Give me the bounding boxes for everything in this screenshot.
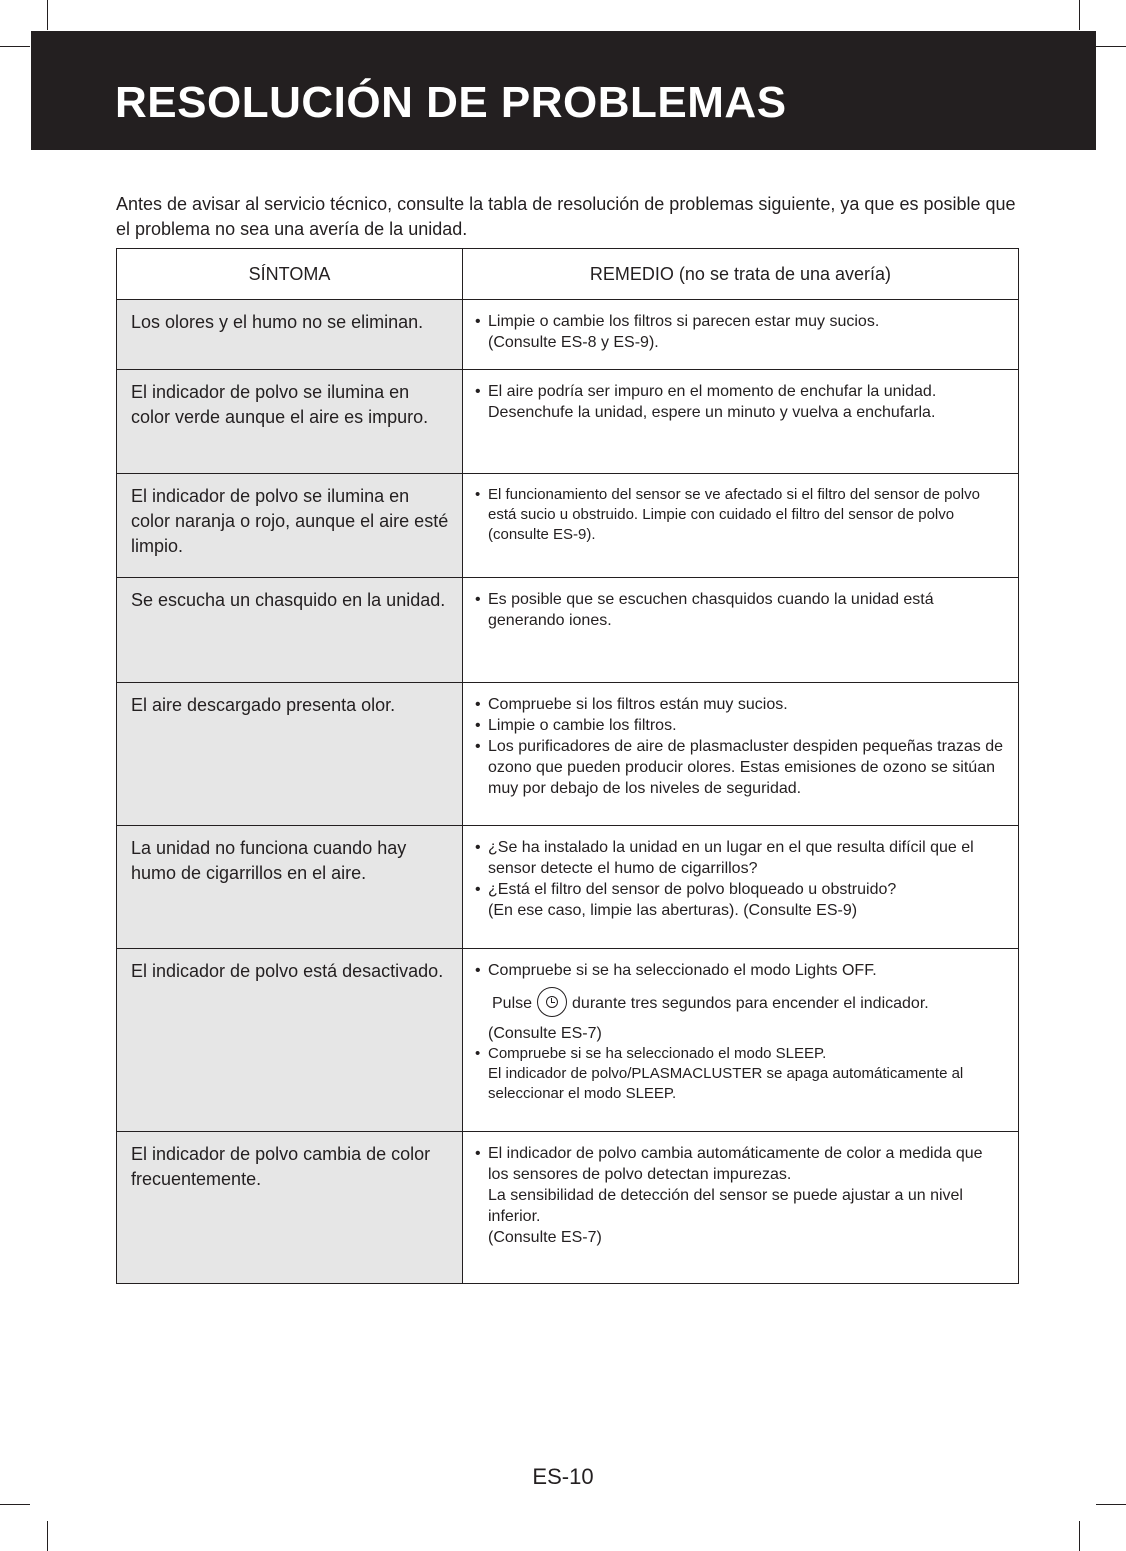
remedy-bullet: • El aire podría ser impuro en el momento de enchufar la unidad. — [475, 381, 1006, 402]
clock-button-icon — [537, 987, 567, 1017]
column-header-symptom: SÍNTOMA — [117, 249, 463, 300]
symptom-cell: El indicador de polvo está desactivado. — [117, 949, 463, 1132]
troubleshooting-table — [116, 248, 1019, 1284]
table-row — [117, 300, 1019, 370]
table-row — [117, 683, 1019, 826]
page-number: ES-10 — [532, 1464, 594, 1489]
remedy-line: (Consulte ES-7) — [488, 1229, 602, 1246]
table-row — [117, 1132, 1019, 1284]
crop-mark — [47, 0, 48, 30]
symptom-cell: El indicador de polvo se ilumina en color naranja o rojo, aunque el aire esté limpio. — [117, 474, 463, 578]
symptom-cell: Los olores y el humo no se eliminan. — [117, 300, 463, 370]
remedy-cell — [463, 949, 1019, 1132]
crop-mark — [1096, 1504, 1126, 1505]
remedy-line — [475, 989, 1006, 1019]
remedy-bullet: • Compruebe si se ha seleccionado el modo Lights OFF. — [475, 960, 1006, 981]
remedy-bullet: • ¿Está el filtro del sensor de polvo bloqueado u obstruido? — [475, 879, 1006, 900]
remedy-bullet: • Limpie o cambie los filtros. — [475, 715, 1006, 736]
symptom-cell: El indicador de polvo cambia de color frecuentemente. — [117, 1132, 463, 1284]
pulse-text: Pulse — [492, 995, 533, 1013]
crop-mark — [1079, 1521, 1080, 1551]
remedy-line: (Consulte ES-8 y ES-9). — [488, 334, 659, 351]
pulse-text-after: durante tres segundos para encender el indicador. — [572, 995, 929, 1013]
intro-text: Antes de avisar al servicio técnico, consulte la tabla de resolución de problemas siguiente, ya que es posible que el problema no sea una avería de la unidad. — [116, 194, 1016, 239]
remedy-cell — [463, 300, 1019, 370]
table-row — [117, 370, 1019, 474]
table-row — [117, 826, 1019, 949]
remedy-bullet: • Compruebe si se ha seleccionado el modo SLEEP. — [475, 1044, 1006, 1064]
remedy-line: (Consulte ES-7) — [488, 1025, 602, 1043]
remedy-bullet: • El indicador de polvo cambia automáticamente de color a medida que los sensores de polvo detectan impurezas. — [475, 1143, 1006, 1185]
crop-mark — [1079, 0, 1080, 30]
symptom-cell: Se escucha un chasquido en la unidad. — [117, 578, 463, 683]
crop-mark — [0, 1504, 30, 1505]
remedy-cell — [463, 370, 1019, 474]
crop-mark — [47, 1521, 48, 1551]
remedy-line: (En ese caso, limpie las aberturas). (Consulte ES-9) — [488, 902, 858, 919]
page-title: RESOLUCIÓN DE PROBLEMAS — [115, 78, 787, 127]
remedy-bullet: • Los purificadores de aire de plasmacluster despiden pequeñas trazas de ozono que pueden producir olores. Estas emisiones de ozono se sitúan muy por debajo de los niveles de seguridad. — [475, 736, 1006, 799]
remedy-cell — [463, 683, 1019, 826]
remedy-line: Desenchufe la unidad, espere un minuto y vuelva a enchufarla. — [488, 404, 936, 421]
table-row — [117, 949, 1019, 1132]
symptom-cell: El aire descargado presenta olor. — [117, 683, 463, 826]
remedy-line: La sensibilidad de detección del sensor se puede ajustar a un nivel inferior. — [488, 1187, 963, 1225]
remedy-cell — [463, 578, 1019, 683]
remedy-bullet: • Es posible que se escuchen chasquidos cuando la unidad está generando iones. — [475, 589, 1006, 631]
table-header-row — [117, 249, 1019, 300]
symptom-cell: El indicador de polvo se ilumina en color verde aunque el aire es impuro. — [117, 370, 463, 474]
crop-mark — [1096, 46, 1126, 47]
column-header-remedy: REMEDIO (no se trata de una avería) — [463, 249, 1019, 300]
crop-mark — [0, 46, 30, 47]
remedy-bullet: • Compruebe si los filtros están muy sucios. — [475, 694, 1006, 715]
symptom-cell: La unidad no funciona cuando hay humo de cigarrillos en el aire. — [117, 826, 463, 949]
header-band — [31, 31, 1096, 150]
remedy-cell — [463, 826, 1019, 949]
table-row — [117, 474, 1019, 578]
remedy-bullet: • ¿Se ha instalado la unidad en un lugar en el que resulta difícil que el sensor detecte el humo de cigarrillos? — [475, 837, 1006, 879]
remedy-bullet: • El funcionamiento del sensor se ve afectado si el filtro del sensor de polvo está sucio u obstruido. Limpie con cuidado el filtro del sensor de polvo (consulte ES-9). — [475, 485, 1006, 545]
remedy-cell — [463, 474, 1019, 578]
table-row — [117, 578, 1019, 683]
remedy-cell — [463, 1132, 1019, 1284]
remedy-line: El indicador de polvo/PLASMACLUSTER se apaga automáticamente al seleccionar el modo SLEEP. — [488, 1065, 964, 1103]
remedy-bullet: • Limpie o cambie los filtros si parecen estar muy sucios. — [475, 311, 1006, 332]
